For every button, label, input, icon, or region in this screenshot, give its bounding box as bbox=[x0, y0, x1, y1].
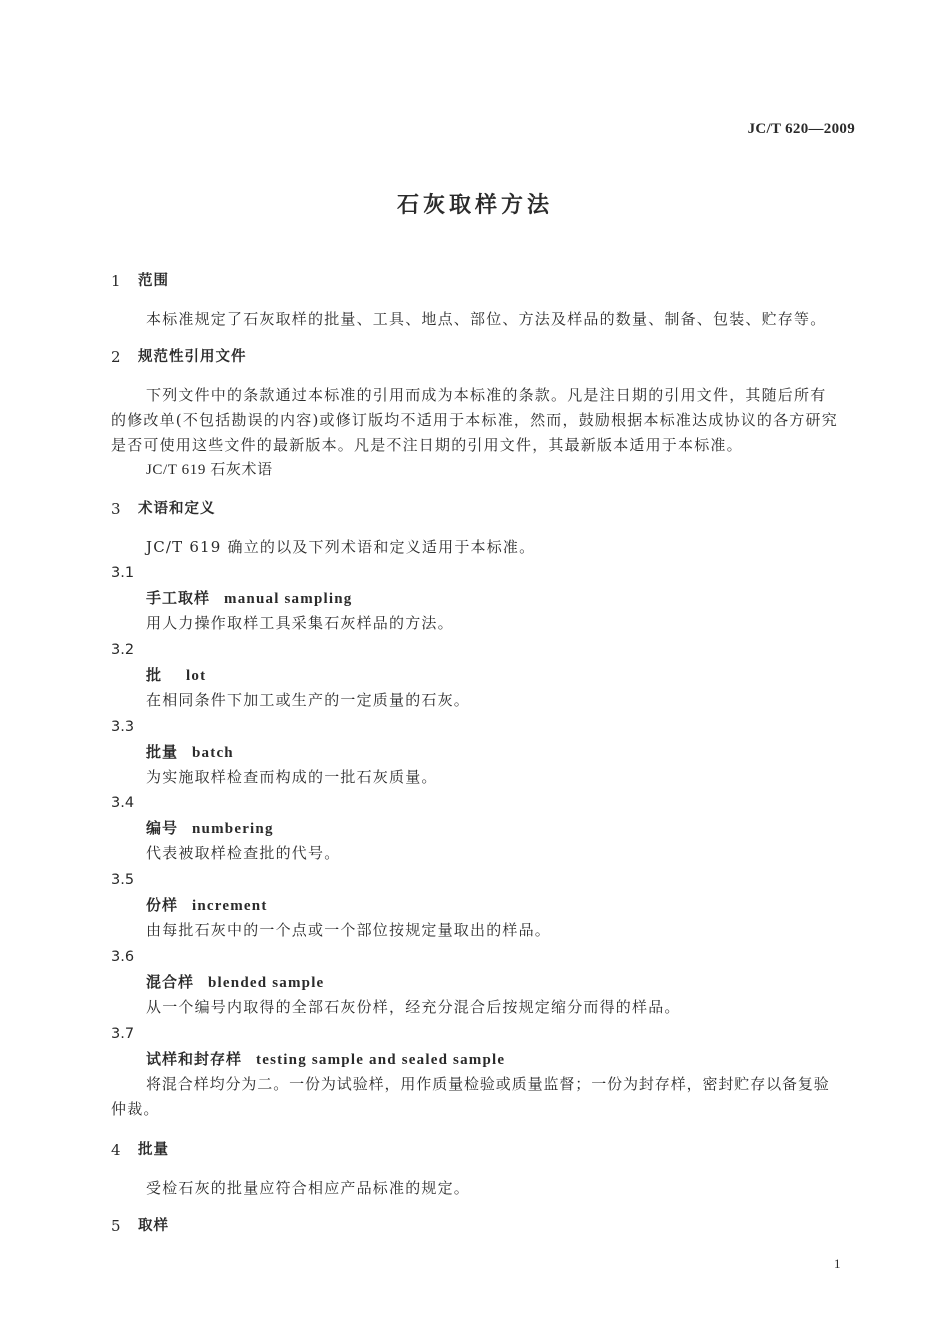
section-2-line-2: 的修改单(不包括勘误的内容)或修订版均不适用于本标准，然而，鼓励根据本标准达成协议的各方研究 bbox=[111, 411, 838, 429]
term-english: increment bbox=[192, 898, 268, 914]
section-title: 规范性引用文件 bbox=[138, 349, 247, 365]
section-2-line-3: 是否可使用这些文件的最新版本。凡是不注日期的引用文件，其最新版本适用于本标准。 bbox=[111, 436, 743, 454]
term-chinese: 手工取样 bbox=[146, 589, 211, 607]
term-number: 3.2 bbox=[111, 642, 135, 658]
section-title: 取样 bbox=[138, 1218, 169, 1234]
term-definition-continued: 仲裁。 bbox=[111, 1100, 160, 1118]
term-number: 3.3 bbox=[111, 719, 135, 735]
term-number: 3.6 bbox=[111, 949, 135, 965]
section-title: 批量 bbox=[138, 1142, 169, 1158]
term-chinese: 试样和封存样 bbox=[146, 1050, 243, 1068]
term-english: manual sampling bbox=[224, 591, 353, 607]
section-1-paragraph: 本标准规定了石灰取样的批量、工具、地点、部位、方法及样品的数量、制备、包装、贮存等。 bbox=[146, 310, 827, 328]
section-number: 2 bbox=[111, 348, 121, 366]
term-definition: 代表被取样检查批的代号。 bbox=[146, 844, 341, 862]
term-number: 3.7 bbox=[111, 1026, 135, 1042]
section-2-line-1: 下列文件中的条款通过本标准的引用而成为本标准的条款。凡是注日期的引用文件，其随后所有 bbox=[146, 386, 827, 404]
term-definition: 由每批石灰中的一个点或一个部位按规定量取出的样品。 bbox=[146, 921, 552, 939]
document-title: 石灰取样方法 bbox=[396, 193, 553, 218]
term-chinese: 批量 bbox=[146, 743, 179, 761]
term-english: batch bbox=[192, 745, 234, 761]
term-definition: 用人力操作取样工具采集石灰样品的方法。 bbox=[146, 614, 454, 632]
section-3-paragraph: JC/T 619 确立的以及下列术语和定义适用于本标准。 bbox=[146, 538, 536, 556]
term-definition: 在相同条件下加工或生产的一定质量的石灰。 bbox=[146, 691, 471, 709]
term-number: 3.1 bbox=[111, 565, 135, 581]
section-number: 5 bbox=[111, 1217, 121, 1235]
term-english: numbering bbox=[192, 821, 274, 837]
section-number: 3 bbox=[111, 500, 121, 518]
term-chinese: 份样 bbox=[146, 896, 179, 914]
section-title: 范围 bbox=[138, 273, 169, 289]
term-chinese: 编号 bbox=[146, 819, 179, 837]
term-number: 3.4 bbox=[111, 795, 135, 811]
term-chinese: 批 bbox=[146, 666, 163, 684]
term-number: 3.5 bbox=[111, 872, 135, 888]
section-number: 4 bbox=[111, 1141, 121, 1159]
standard-code: JC/T 620—2009 bbox=[747, 121, 855, 137]
section-number: 1 bbox=[111, 272, 121, 290]
term-definition: 为实施取样检查而构成的一批石灰质量。 bbox=[146, 768, 438, 786]
term-english: lot bbox=[186, 668, 207, 684]
term-chinese: 混合样 bbox=[146, 973, 195, 991]
term-english: blended sample bbox=[208, 975, 325, 991]
section-title: 术语和定义 bbox=[138, 501, 216, 517]
section-4-paragraph: 受检石灰的批量应符合相应产品标准的规定。 bbox=[146, 1179, 471, 1197]
term-definition: 从一个编号内取得的全部石灰份样，经充分混合后按规定缩分而得的样品。 bbox=[146, 998, 681, 1016]
term-english: testing sample and sealed sample bbox=[256, 1052, 506, 1068]
page-number: 1 bbox=[834, 1256, 841, 1271]
normative-reference: JC/T 619 石灰术语 bbox=[146, 462, 273, 478]
term-definition: 将混合样均分为二。一份为试验样，用作质量检验或质量监督；一份为封存样，密封贮存以备复验 bbox=[146, 1075, 830, 1093]
